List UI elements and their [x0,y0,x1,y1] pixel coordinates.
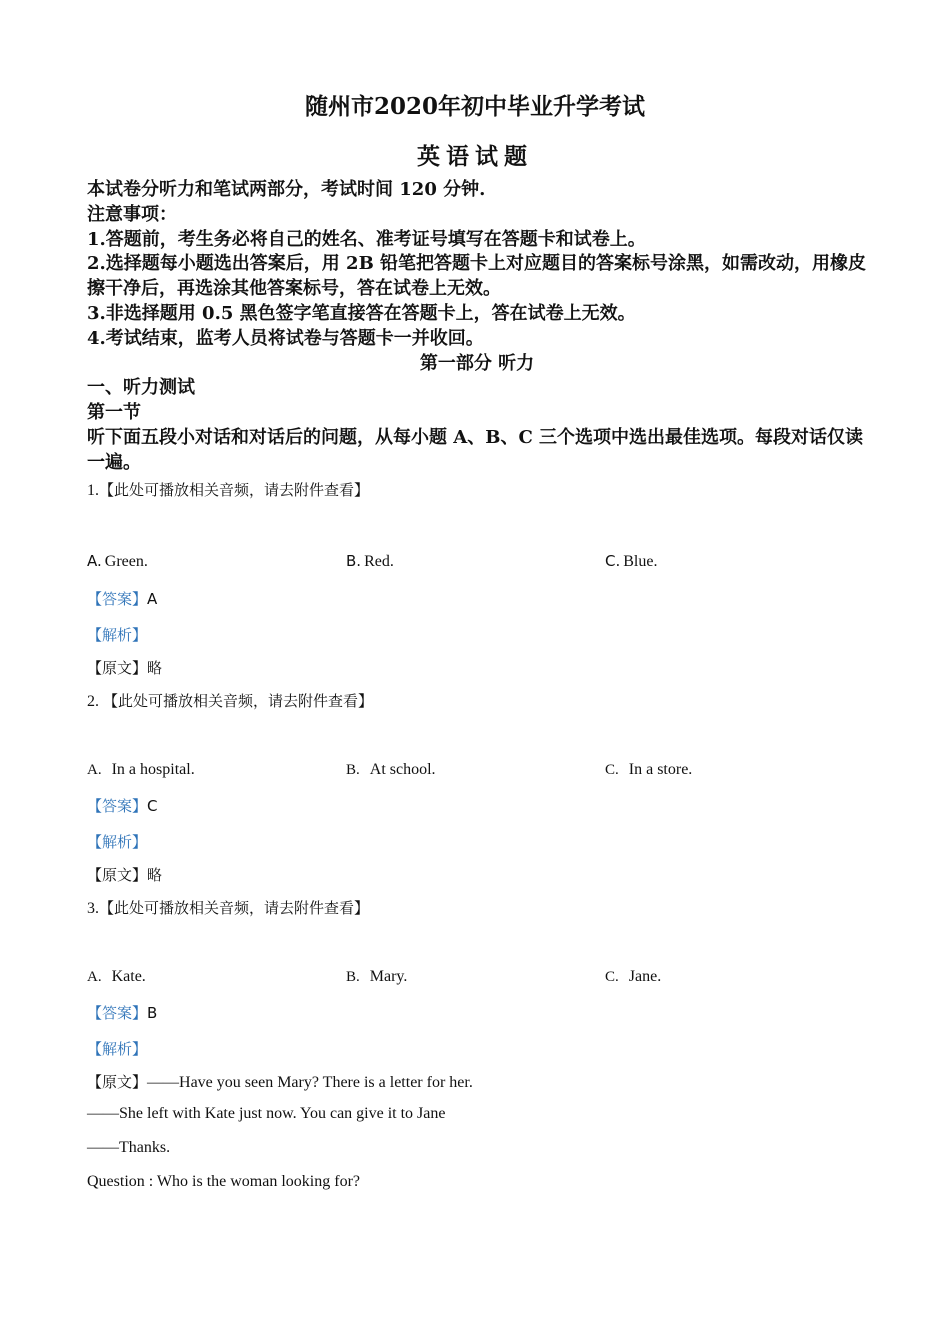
question-1-analysis [87,624,147,645]
audio-prompt: 【此处可播放相关音频，请去附件查看】 [99,481,370,499]
answer-label: 【答案】 [87,797,148,815]
question-2-option-a: A. In a hospital. [87,761,195,778]
question-3-answer [87,1002,157,1023]
notice-heading: 注意事项： [87,203,177,225]
answer-label: 【答案】 [87,1004,148,1022]
question-1-option-b: B. Red. [346,552,394,570]
analysis-label: 【解析】 [87,626,148,644]
analysis-label: 【解析】 [87,833,148,851]
question-2-answer [87,795,158,816]
notice-item-2: 2.选择题每小题选出答案后，用 2B 铅笔把答题卡上对应题目的答案标号涂黑，如需改动，用橡皮擦干净后，再选涂其他答案标号，答在试卷上无效。 [87,253,867,300]
question-number: 3. [87,900,99,917]
exam-duration-line: 本试卷分听力和笔试两部分，考试时间 120 分钟. [87,179,486,200]
question-1-option-c: C. Blue. [605,552,658,570]
question-1-original [87,657,162,678]
answer-value: A [147,590,158,608]
dialogue-question: Question : Who is the woman looking for? [87,1173,360,1190]
exam-instructions [87,178,867,476]
exam-subtitle: 英语试题 [417,143,533,170]
question-2-option-b: B. At school. [346,761,436,778]
notice-item-1: 1.答题前，考生务必将自己的姓名、准考证号填写在答题卡和试卷上。 [87,228,646,250]
question-2-original [87,864,162,885]
answer-label: 【答案】 [87,590,148,608]
question-3-original [87,1071,473,1092]
original-label: 【原文】 [87,659,148,677]
question-3-option-b: B. Mary. [346,968,408,985]
answer-value: B [147,1004,158,1022]
section-title: 一、听力测试 [87,377,195,399]
question-number: 2. [87,693,99,710]
notice-item-4: 4.考试结束，监考人员将试卷与答题卡一并收回。 [87,327,484,349]
question-3-option-c: C. Jane. [605,968,662,985]
original-label: 【原文】 [87,1073,148,1091]
question-3-analysis [87,1038,147,1059]
question-2-analysis [87,831,147,852]
exam-title: 随州市2020年初中毕业升学考试 [304,93,645,120]
dialogue-line: ——She left with Kate just now. You can give it to Jane [87,1105,446,1122]
original-label: 【原文】 [87,866,148,884]
audio-prompt: 【此处可播放相关音频，请去附件查看】 [103,692,374,710]
analysis-label: 【解析】 [87,1040,148,1058]
question-2-prompt[interactable] [87,690,373,711]
audio-prompt: 【此处可播放相关音频，请去附件查看】 [99,899,370,917]
question-2-option-c: C. In a store. [605,761,693,778]
subsection-title: 第一节 [87,402,141,424]
question-3-option-a: A. Kate. [87,968,146,985]
answer-value: C [147,797,158,815]
dialogue-line: ——Thanks. [87,1139,171,1156]
question-1-option-a: A. Green. [87,552,148,570]
question-1-answer [87,588,157,609]
notice-item-3: 3.非选择题用 0.5 黑色签字笔直接答在答题卡上，答在试卷上无效。 [87,302,636,324]
part-title: 第一部分 听力 [419,352,535,374]
question-3-prompt[interactable] [87,897,369,918]
original-text: 略 [147,659,163,677]
question-number: 1. [87,482,99,499]
original-text: 略 [147,866,163,884]
original-text: ——Have you seen Mary? There is a letter for her. [147,1074,473,1091]
listening-instruction: 听下面五段小对话和对话后的问题，从每小题 A、B、C 三个选项中选出最佳选项。每段对话仅读一遍。 [87,426,864,473]
question-1-prompt[interactable] [87,479,369,500]
